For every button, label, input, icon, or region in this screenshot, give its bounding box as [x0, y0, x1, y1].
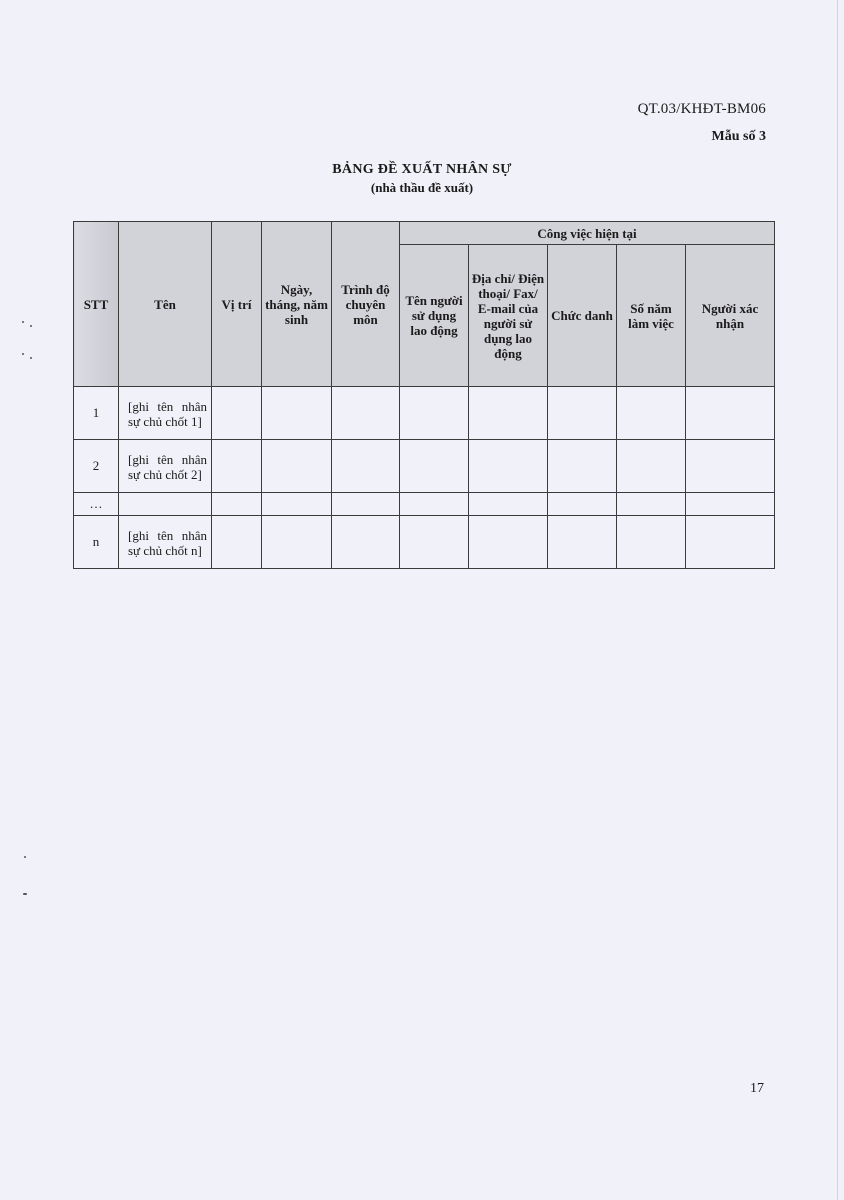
empty-cell: [332, 493, 400, 516]
empty-cell: [262, 387, 332, 440]
empty-cell: [212, 516, 262, 569]
header-contact: Địa chỉ/ Điện thoại/ Fax/ E-mail của người sử dụng lao động: [469, 245, 548, 387]
row-name: [ghi tên nhân sự chủ chốt 2]: [119, 440, 212, 493]
empty-cell: [686, 493, 775, 516]
empty-cell: [262, 440, 332, 493]
scan-speck: [22, 321, 24, 323]
empty-cell: [617, 387, 686, 440]
header-verifier: Người xác nhận: [686, 245, 775, 387]
empty-cell: [469, 387, 548, 440]
empty-cell: [686, 516, 775, 569]
empty-cell: [548, 440, 617, 493]
header-dob: Ngày, tháng, năm sinh: [262, 222, 332, 387]
empty-cell: [332, 440, 400, 493]
page-title: BẢNG ĐỀ XUẤT NHÂN SỰ: [332, 162, 512, 177]
header-stt: STT: [74, 222, 119, 387]
row-name: [ghi tên nhân sự chủ chốt 1]: [119, 387, 212, 440]
empty-cell: [332, 387, 400, 440]
table-row: [74, 516, 775, 569]
personnel-table: [73, 221, 775, 569]
header-years: Số năm làm việc: [617, 245, 686, 387]
row-name: [ghi tên nhân sự chủ chốt n]: [119, 516, 212, 569]
document-code: QT.03/KHĐT-BM06: [637, 101, 766, 117]
empty-cell: [548, 493, 617, 516]
scan-speck: [22, 353, 24, 355]
header-current-job: Công việc hiện tại: [400, 222, 775, 245]
empty-cell: [548, 516, 617, 569]
empty-cell: [332, 516, 400, 569]
scan-speck: [30, 357, 32, 359]
empty-cell: [469, 493, 548, 516]
empty-cell: [686, 387, 775, 440]
empty-cell: [469, 440, 548, 493]
table-row: [74, 387, 775, 440]
row-stt: 1: [74, 387, 119, 440]
scan-speck: [30, 325, 32, 327]
empty-cell: [617, 440, 686, 493]
scan-speck: [23, 893, 27, 895]
header-position: Vị trí: [212, 222, 262, 387]
empty-cell: [400, 516, 469, 569]
scan-speck: [24, 856, 26, 858]
table-row: [74, 440, 775, 493]
empty-cell: [400, 387, 469, 440]
header-employer: Tên người sử dụng lao động: [400, 245, 469, 387]
empty-cell: [212, 493, 262, 516]
empty-cell: [400, 440, 469, 493]
header-name: Tên: [119, 222, 212, 387]
table-row: [74, 493, 775, 516]
empty-cell: [686, 440, 775, 493]
page-number: 17: [750, 1081, 764, 1096]
header-qualification: Trình độ chuyên môn: [332, 222, 400, 387]
empty-cell: [212, 387, 262, 440]
empty-cell: [469, 516, 548, 569]
empty-cell: [262, 493, 332, 516]
empty-cell: [212, 440, 262, 493]
row-stt: 2: [74, 440, 119, 493]
row-stt: n: [74, 516, 119, 569]
row-name: [119, 493, 212, 516]
empty-cell: [400, 493, 469, 516]
empty-cell: [617, 493, 686, 516]
page-subtitle: (nhà thầu đề xuất): [370, 180, 474, 195]
empty-cell: [262, 516, 332, 569]
header-job-title: Chức danh: [548, 245, 617, 387]
row-stt: …: [74, 493, 119, 516]
empty-cell: [617, 516, 686, 569]
form-number: Mẫu số 3: [711, 129, 766, 144]
empty-cell: [548, 387, 617, 440]
